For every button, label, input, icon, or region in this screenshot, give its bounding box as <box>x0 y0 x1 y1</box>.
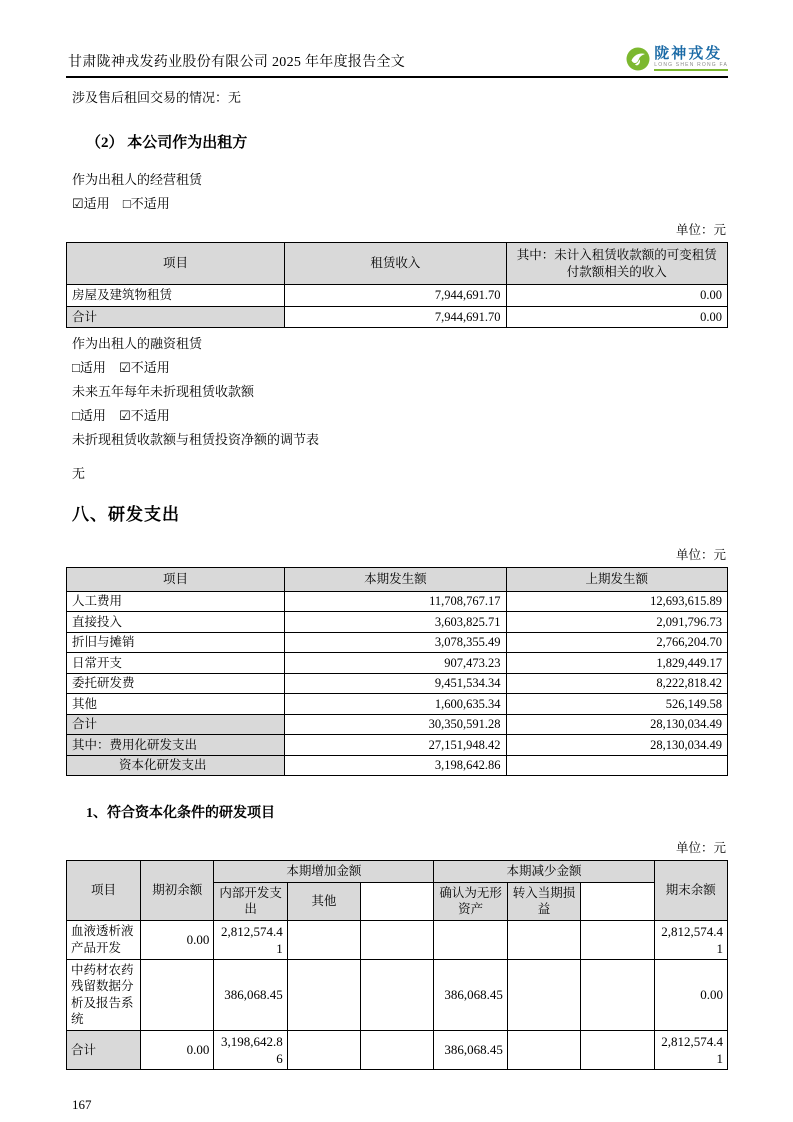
unit-label: 单位：元 <box>675 223 726 237</box>
lessor-heading: （2） 本公司作为出租方 <box>86 135 248 151</box>
future-receipts-applicability <box>66 409 728 423</box>
finance-lease-label: 作为出租人的融资租赁 <box>72 336 203 351</box>
cell-value <box>506 755 727 776</box>
cell-item: 直接投入 <box>67 612 285 633</box>
cell-value: 1,829,449.17 <box>506 653 727 674</box>
checkbox-applicable: ☑适用 <box>72 196 110 211</box>
cell-value: 0.00 <box>141 920 214 959</box>
cell-value: 8,222,818.42 <box>506 673 727 694</box>
table-row <box>67 632 728 653</box>
cell-value: 386,068.45 <box>434 1030 507 1069</box>
future-receipts-label: 未来五年每年未折现租赁收款额 <box>72 384 255 399</box>
cell-value <box>287 1030 360 1069</box>
operating-lease-applicability <box>66 197 728 211</box>
cell-value <box>581 920 654 959</box>
col-header-other: 其他 <box>287 882 360 920</box>
col-header-lease-income: 租赁收入 <box>285 243 506 285</box>
cell-value <box>141 959 214 1030</box>
col-header-blank <box>581 882 654 920</box>
cell-value: 27,151,948.42 <box>285 735 506 756</box>
cell-value: 0.00 <box>141 1030 214 1069</box>
finance-lease-applicability <box>66 361 728 375</box>
table-row <box>67 694 728 715</box>
unit-label: 单位：元 <box>675 548 726 562</box>
cell-item: 资本化研发支出 <box>67 755 285 776</box>
logo-cn-text: 陇神戎发 <box>654 45 723 62</box>
cell-item: 委托研发费 <box>67 673 285 694</box>
col-header-variable-income: 其中：未计入租赁收款额的可变租赁付款额相关的收入 <box>506 243 727 285</box>
checkbox-not-applicable: ☑不适用 <box>119 360 170 375</box>
col-header-ending-balance: 期末余额 <box>654 861 727 921</box>
table-row <box>67 591 728 612</box>
col-header-prior-period: 上期发生额 <box>506 568 727 592</box>
cell-item: 其中：费用化研发支出 <box>67 735 285 756</box>
checkbox-not-applicable: ☑不适用 <box>119 408 170 423</box>
group-header-increase: 本期增加金额 <box>214 861 434 883</box>
table-row-total <box>67 714 728 735</box>
group-header-decrease: 本期减少金额 <box>434 861 654 883</box>
page-header <box>66 46 728 78</box>
cell-value: 3,198,642.86 <box>285 755 506 776</box>
col-header-intangible: 确认为无形资产 <box>434 882 507 920</box>
col-header-internal-dev: 内部开发支出 <box>214 882 287 920</box>
table-header-row <box>67 861 728 883</box>
lease-income-table <box>66 242 728 328</box>
cell-item: 中药材农药残留数据分析及报告系统 <box>67 959 141 1030</box>
table-row <box>67 653 728 674</box>
cell-value: 28,130,034.49 <box>506 714 727 735</box>
table-row-total <box>67 1030 728 1069</box>
logo-text <box>654 46 728 71</box>
cell-value: 7,944,691.70 <box>285 306 506 328</box>
capitalized-rd-heading: 1、符合资本化条件的研发项目 <box>86 806 275 821</box>
checkbox-applicable: □适用 <box>72 408 106 423</box>
operating-lease-label: 作为出租人的经营租赁 <box>72 172 203 187</box>
cell-value: 0.00 <box>654 959 727 1030</box>
capitalized-rd-table <box>66 860 728 1070</box>
table-header-row <box>67 243 728 285</box>
reconciliation-value: 无 <box>72 466 86 481</box>
page-number: 167 <box>72 1097 92 1113</box>
leaseback-note: 涉及售后租回交易的情况：无 <box>72 90 242 105</box>
cell-item: 日常开支 <box>67 653 285 674</box>
col-header-current-period: 本期发生额 <box>285 568 506 592</box>
cell-item: 血液透析液产品开发 <box>67 920 141 959</box>
col-header-beginning-balance: 期初余额 <box>141 861 214 921</box>
cell-value <box>361 920 434 959</box>
cell-item: 人工费用 <box>67 591 285 612</box>
cell-value: 907,473.23 <box>285 653 506 674</box>
cell-value <box>361 1030 434 1069</box>
cell-item: 折旧与摊销 <box>67 632 285 653</box>
checkbox-applicable: □适用 <box>72 360 106 375</box>
col-header-item: 项目 <box>67 243 285 285</box>
cell-value <box>581 1030 654 1069</box>
table-row-total <box>67 306 728 328</box>
cell-value: 386,068.45 <box>214 959 287 1030</box>
table-row <box>67 735 728 756</box>
cell-value: 386,068.45 <box>434 959 507 1030</box>
table-row <box>67 920 728 959</box>
cell-value <box>507 1030 580 1069</box>
table-row <box>67 285 728 307</box>
cell-value <box>361 959 434 1030</box>
table-row <box>67 755 728 776</box>
cell-value: 2,812,574.41 <box>654 920 727 959</box>
cell-value <box>434 920 507 959</box>
company-logo <box>626 46 728 71</box>
cell-value: 3,198,642.86 <box>214 1030 287 1069</box>
cell-value: 2,812,574.41 <box>654 1030 727 1069</box>
cell-value: 2,091,796.73 <box>506 612 727 633</box>
cell-value: 2,812,574.41 <box>214 920 287 959</box>
col-header-item: 项目 <box>67 568 285 592</box>
table-row <box>67 612 728 633</box>
logo-mark-icon <box>626 47 650 71</box>
logo-en-text: LONG SHEN RONG FA <box>654 63 728 71</box>
table-row <box>67 673 728 694</box>
cell-value: 30,350,591.28 <box>285 714 506 735</box>
cell-value: 12,693,615.89 <box>506 591 727 612</box>
cell-value: 7,944,691.70 <box>285 285 506 307</box>
cell-value: 526,149.58 <box>506 694 727 715</box>
cell-value: 28,130,034.49 <box>506 735 727 756</box>
cell-value: 0.00 <box>506 306 727 328</box>
cell-value: 0.00 <box>506 285 727 307</box>
cell-item: 合计 <box>67 714 285 735</box>
col-header-item: 项目 <box>67 861 141 921</box>
table-row <box>67 959 728 1030</box>
cell-value <box>507 920 580 959</box>
cell-item: 合计 <box>67 1030 141 1069</box>
cell-value: 3,603,825.71 <box>285 612 506 633</box>
report-title: 甘肃陇神戎发药业股份有限公司 2025 年年度报告全文 <box>68 55 406 70</box>
rd-section-heading: 八、研发支出 <box>72 505 180 524</box>
cell-value <box>287 959 360 1030</box>
checkbox-not-applicable: □不适用 <box>122 196 170 211</box>
cell-value: 3,078,355.49 <box>285 632 506 653</box>
unit-label: 单位：元 <box>675 841 726 855</box>
cell-value <box>581 959 654 1030</box>
table-header-row <box>67 568 728 592</box>
cell-value <box>287 920 360 959</box>
cell-item: 合计 <box>67 306 285 328</box>
col-header-blank <box>361 882 434 920</box>
reconciliation-label: 未折现租赁收款额与租赁投资净额的调节表 <box>72 432 320 447</box>
cell-value: 2,766,204.70 <box>506 632 727 653</box>
col-header-profit-loss: 转入当期损益 <box>507 882 580 920</box>
cell-value: 11,708,767.17 <box>285 591 506 612</box>
rd-expenditure-table <box>66 567 728 776</box>
cell-value <box>507 959 580 1030</box>
cell-item: 其他 <box>67 694 285 715</box>
cell-item: 房屋及建筑物租赁 <box>67 285 285 307</box>
cell-value: 9,451,534.34 <box>285 673 506 694</box>
cell-value: 1,600,635.34 <box>285 694 506 715</box>
